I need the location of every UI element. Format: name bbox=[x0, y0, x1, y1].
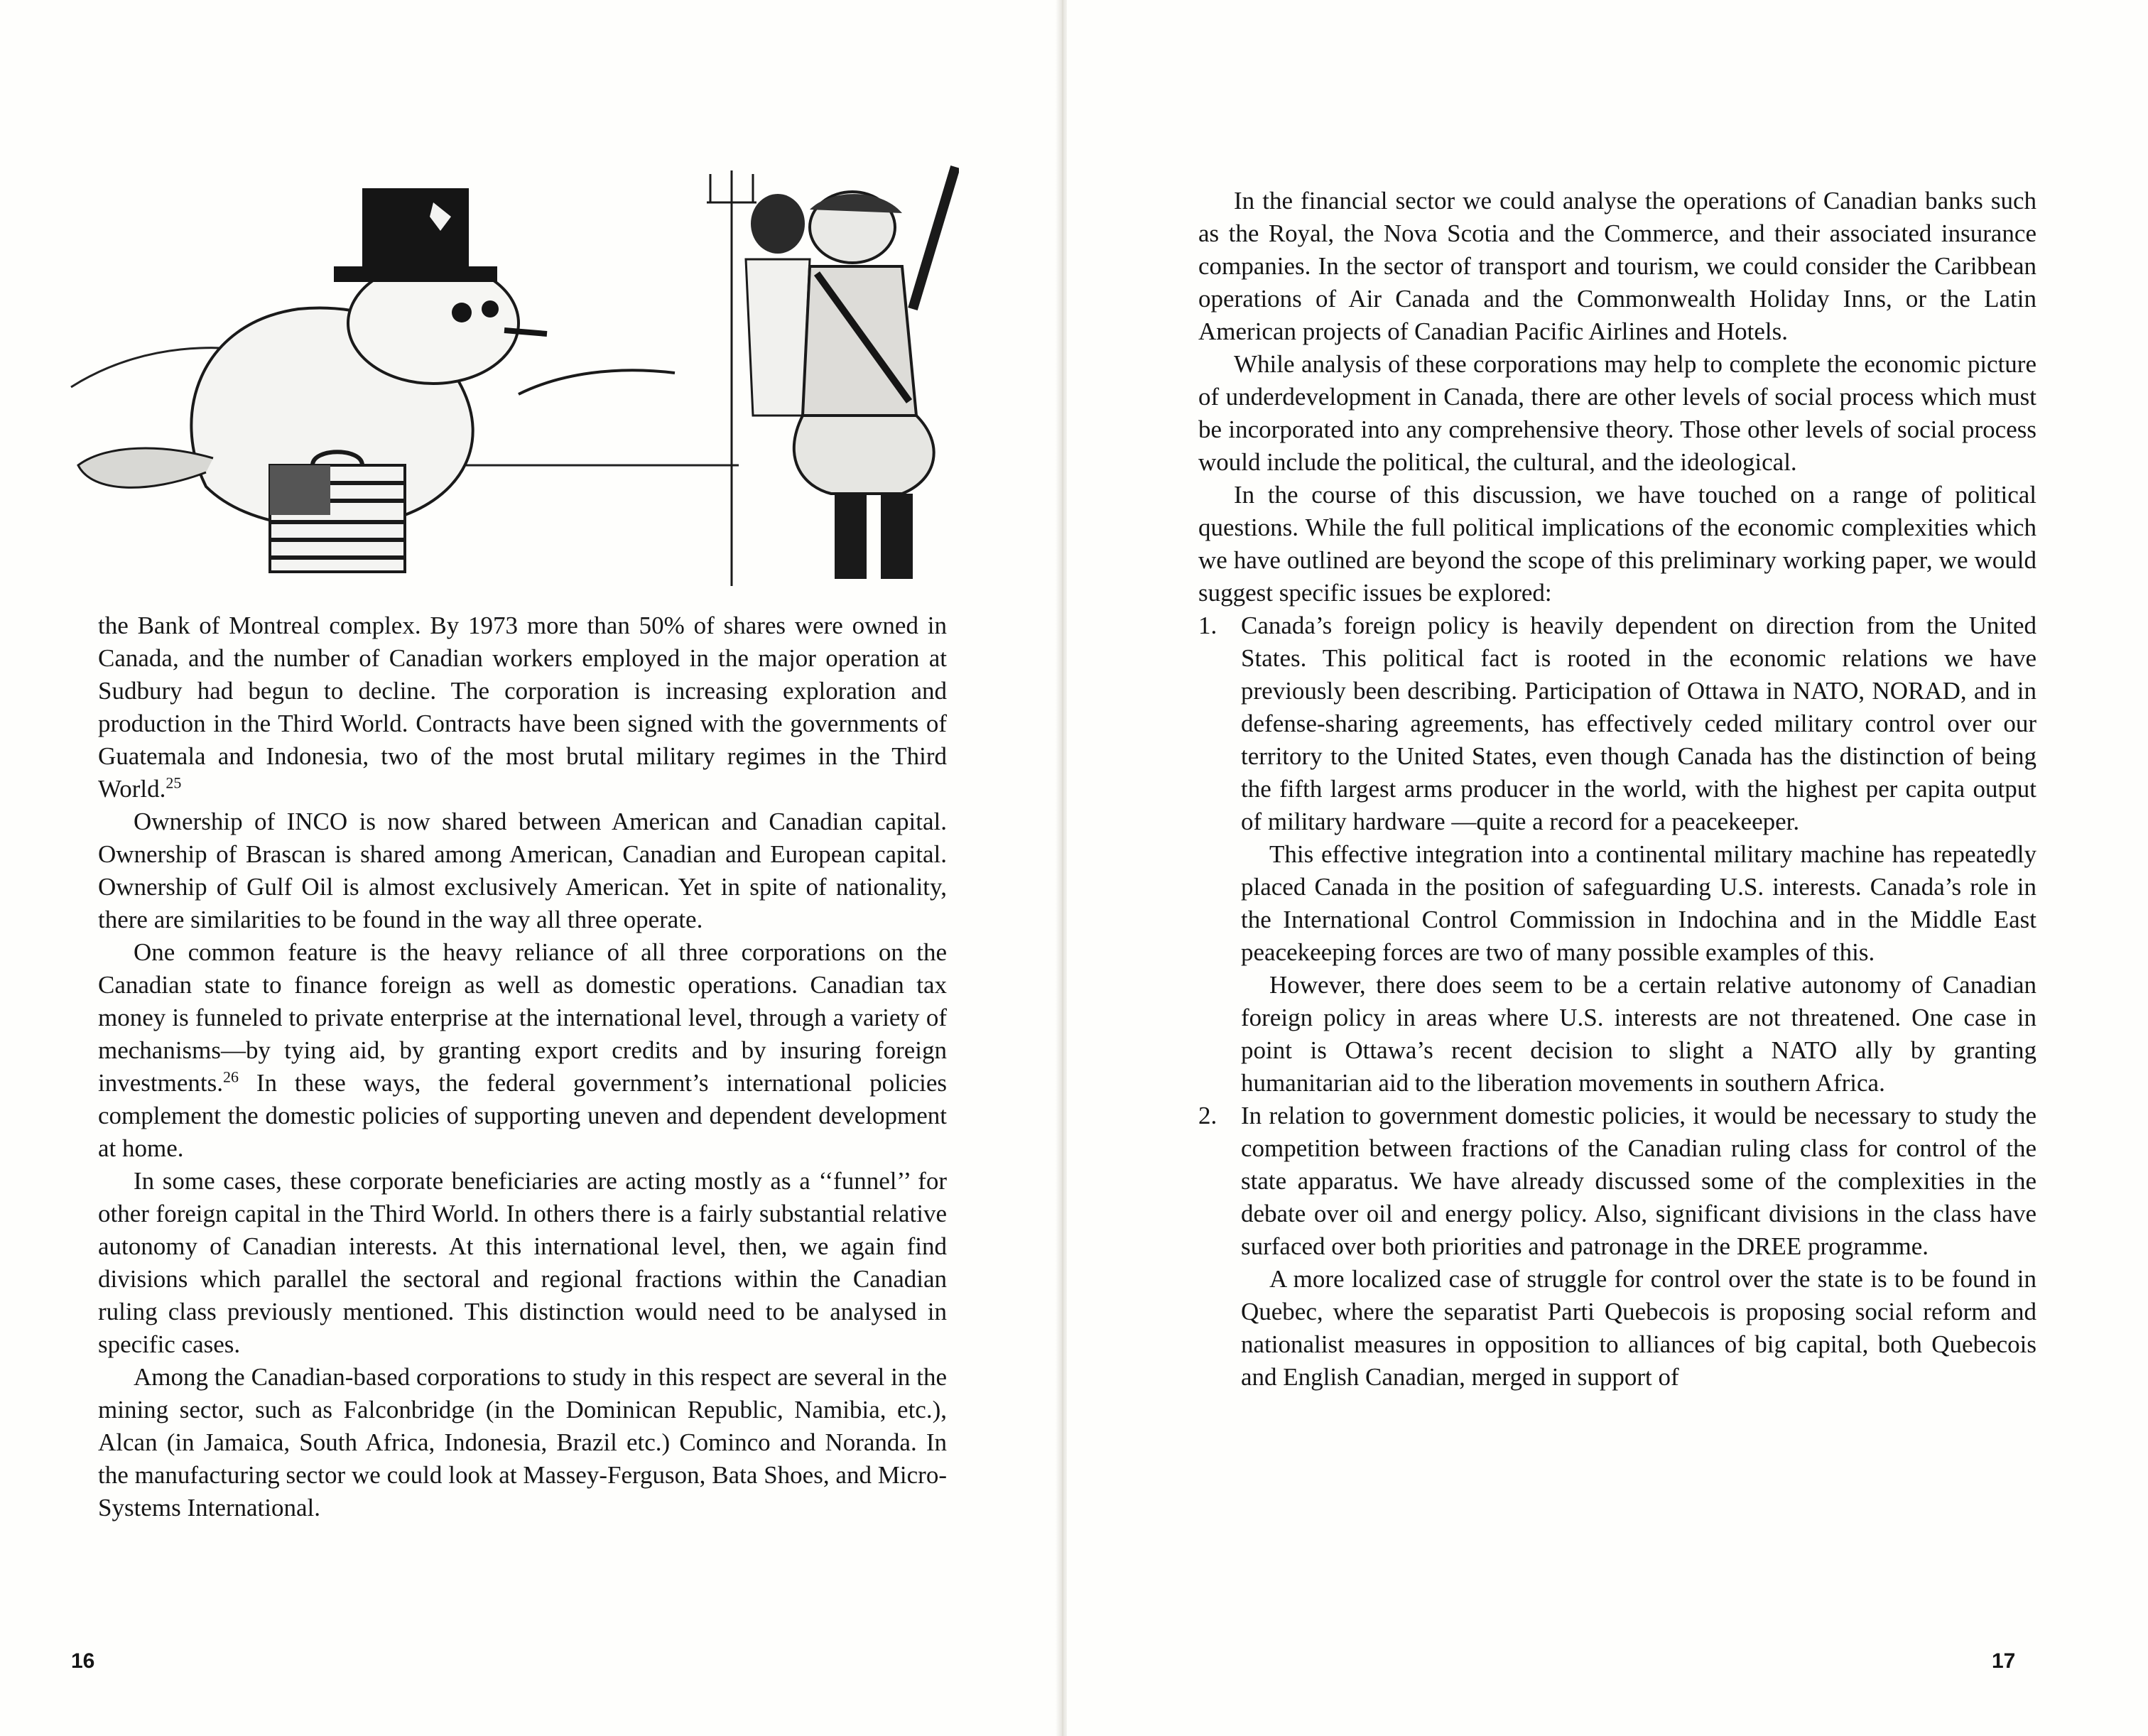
left-paragraph-1: the Bank of Montreal complex. By 1973 more than 50% of shares were owned in Canada, and the number of Canadian workers employed in the major operation at Sudbury had begun to decline. The corporation is increasing exploration and production in the Third World. Contracts have been signed with the governments of Guatemala and Indonesia, two of the most brutal military regimes in the Third World.$^{25}$ bbox=[98, 612, 947, 803]
left-page-body bbox=[98, 609, 947, 1524]
left-page bbox=[0, 0, 1058, 1736]
right-paragraph-2: While analysis of these corporations may help to complete the economic picture of underdevelopment in Canada, there are other levels of social process which must be incorporated into any comprehensive theory. Those other levels of social process would include the political, the cultural, and the ideological. bbox=[1198, 350, 2036, 476]
political-cartoon-beaver-soldier-icon bbox=[64, 160, 959, 597]
list-item-1-sub-1: This effective integration into a continental military machine has repeatedly placed Canada in the position of safeguarding U.S. interests. Canada’s role in the International Control Commission in Indochina and in the Middle East peacekeeping forces are two of many possible examples of this. bbox=[1241, 840, 2036, 966]
left-paragraph-5: Among the Canadian-based corporations to study in this respect are several in the mining sector, such as Falconbridge (in the Dominican Republic, Namibia, etc.), Alcan (in Jamaica, South Africa, Indonesia, Brazil etc.) Cominco and Noranda. In the manufacturing sector we could look at Massey-Ferguson, Bata Shoes, and Micro-Systems International. bbox=[98, 1363, 947, 1521]
list-item-1-sub-2: However, there does seem to be a certain relative autonomy of Canadian foreign policy in areas where U.S. interests are not threatened. One case in point is Ottawa’s recent decision to slight a NATO ally by granting humanitarian aid to the liberation movements in southern Africa. bbox=[1241, 971, 2036, 1097]
left-paragraph-2: Ownership of INCO is now shared between American and Canadian capital. Ownership of Brascan is shared among American, Canadian and European capital. Ownership of Gulf Oil is almost exclusively American. Yet in spite of nationality, there are similarities to be found in the way all three operate. bbox=[98, 808, 947, 933]
right-paragraph-1: In the financial sector we could analyse the operations of Canadian banks such as the Royal, the Nova Scotia and the Commerce, and their associated insurance companies. In the sector of transport and tourism, we could consider the Caribbean operations of Air Canada and the Commonwealth Holiday Inns, or the Latin American projects of Canadian Pacific Airlines and Hotels. bbox=[1198, 187, 2036, 345]
left-paragraph-3: One common feature is the heavy reliance of all three corporations on the Canadian state to finance foreign as well as domestic operations. Canadian tax money is funneled to private enterprise at the international level, through a variety of mechanisms—by tying aid, by granting export credits and by insuring foreign investments.$^{26}$ In these ways, the federal government’s international policies complement the domestic policies of supporting uneven and dependent development at home. bbox=[98, 938, 947, 1162]
right-page bbox=[1067, 0, 2148, 1736]
right-page-body bbox=[1198, 185, 2036, 1394]
list-item-2: 2. In relation to government domestic policies, it would be necessary to study the competition between fractions of the Canadian ruling class for control of the state apparatus. We have already discussed some of the complexities in the debate over oil and energy policy. Also, significant divisions in the class have surfaced over both priorities and patronage in the DREE programme. bbox=[1198, 1100, 2036, 1263]
list-item-1: 1. Canada’s foreign policy is heavily dependent on direction from the United States. This political fact is rooted in the economic relations we have previously been describing. Participation of Ottawa in NATO, NORAD, and in defense-sharing agreements, has effectively ceded military control over our territory to the United States, even though Canada has the distinction of being the fifth largest arms producer in the world, with the highest per capita output of military hardware —quite a record for a peacekeeper. bbox=[1198, 609, 2036, 838]
page-number-right: 17 bbox=[1992, 1649, 2016, 1673]
footnote-marker-26: 26 bbox=[222, 1068, 239, 1086]
page-number-left: 16 bbox=[71, 1649, 95, 1673]
left-paragraph-4: In some cases, these corporate beneficiaries are acting mostly as a ‘‘funnel’’ for other foreign capital in the Third World. In others there is a fairly substantial relative autonomy of Canadian interests. At this international level, then, we again find divisions which parallel the sectoral and regional fractions within the Canadian ruling class previously mentioned. This distinction would need to be analysed in specific cases. bbox=[98, 1167, 947, 1358]
right-paragraph-3: In the course of this discussion, we have touched on a range of political questions. While the full political implications of the economic complexities which we have outlined are beyond the scope of this preliminary working paper, we would suggest specific issues be explored: bbox=[1198, 481, 2036, 607]
footnote-marker-25: 25 bbox=[166, 774, 182, 792]
list-item-2-sub-1: A more localized case of struggle for control over the state is to be found in Quebec, where the separatist Parti Quebecois is proposing social reform and nationalist measures in opposition to alliances of big capital, both Quebecois and English Canadian, merged in support of bbox=[1241, 1265, 2036, 1391]
list-number-2: 2. bbox=[1198, 1102, 1217, 1129]
list-number-1: 1. bbox=[1198, 612, 1217, 639]
